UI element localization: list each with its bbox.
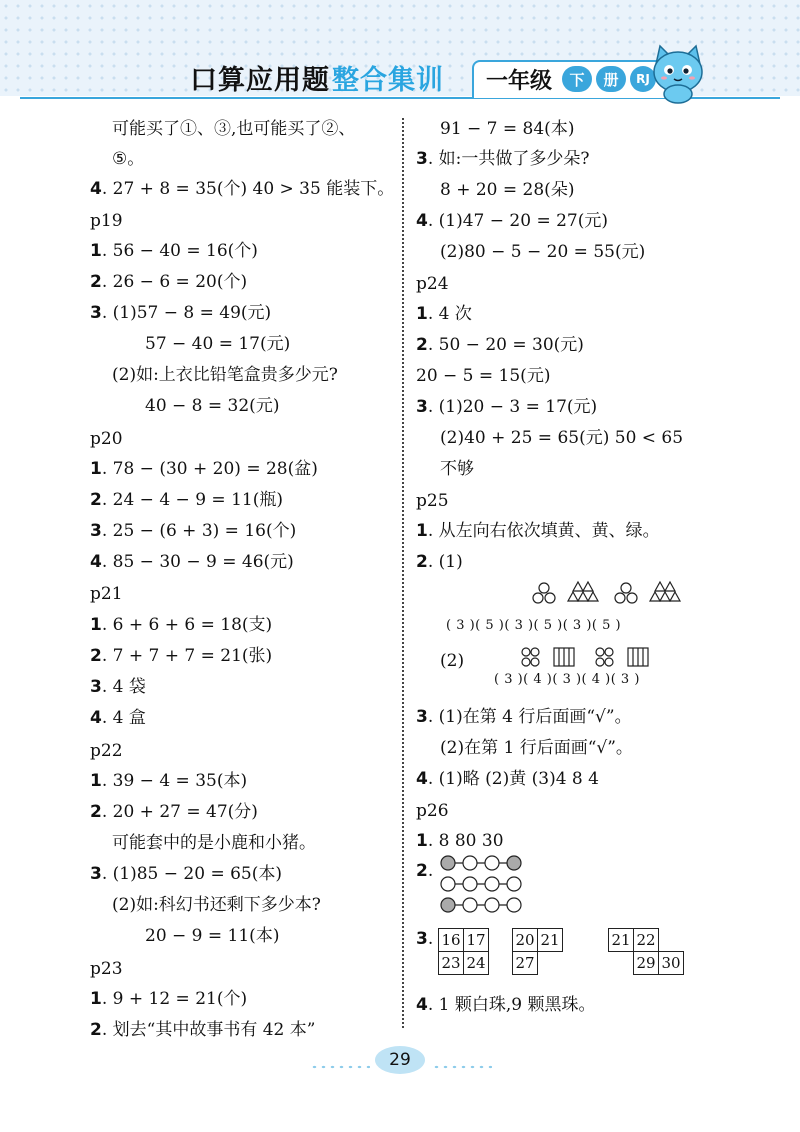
answer-line: 91 − 7 = 84(本) xyxy=(440,119,575,139)
bead-diagram xyxy=(438,852,528,918)
answer-line: 2. 26 − 6 = 20(个) xyxy=(90,272,248,292)
answer-line: 20 − 5 = 15(元) xyxy=(416,366,551,386)
answer-line: 1. 8 80 30 xyxy=(416,831,504,851)
badge-ce: 册 xyxy=(596,66,626,92)
answer-line: 4. 85 − 30 − 9 = 46(元) xyxy=(90,552,294,572)
page-number: 29 xyxy=(389,1050,411,1070)
answer-line: 1. 56 − 40 = 16(个) xyxy=(90,241,258,261)
answer-line: 8 + 20 = 28(朵) xyxy=(440,180,575,200)
answer-line: 2. 24 − 4 − 9 = 11(瓶) xyxy=(90,490,283,510)
grid-cell-empty xyxy=(609,952,634,975)
answer-line: 2. xyxy=(416,861,434,881)
grid-cell: 16 xyxy=(439,929,464,952)
page-ref: p20 xyxy=(90,429,123,449)
answer-line: 3. (1)57 − 8 = 49(元) xyxy=(90,303,272,323)
answer-line: 1. 6 + 6 + 6 = 18(支) xyxy=(90,615,273,635)
answer-line: (2)在第 1 行后面画“√”。 xyxy=(440,738,633,758)
grid-cell: 30 xyxy=(659,952,684,975)
grid-cell: 24 xyxy=(464,952,489,975)
grid-cell: 21 xyxy=(609,929,634,952)
answer-line: 1. 从左向右依次填黄、黄、绿。 xyxy=(416,521,660,541)
page-ref: p26 xyxy=(416,801,449,821)
page-ref: p24 xyxy=(416,274,449,294)
grid-cell-empty xyxy=(538,952,563,975)
page-ref: p21 xyxy=(90,584,123,604)
answer-line: (2)40 + 25 = 65(元) 50 < 65 xyxy=(440,428,684,448)
answer-line: 2. 50 − 20 = 30(元) xyxy=(416,335,584,355)
grade-label: 一年级 xyxy=(486,69,553,94)
number-grid-a xyxy=(438,928,489,975)
grid-cell-empty xyxy=(584,929,609,952)
answer-line: 2. 划去“其中故事书有 42 本” xyxy=(90,1020,316,1040)
footer-dots-right xyxy=(432,1064,492,1070)
title-main: 口算应用题 xyxy=(190,65,330,96)
badge-xia: 下 xyxy=(562,66,592,92)
answer-line: 3. (1)85 − 20 = 65(本) xyxy=(90,864,282,884)
shape-pattern-row-2 xyxy=(518,646,658,670)
answer-line: 3. (1)20 − 3 = 17(元) xyxy=(416,397,598,417)
answer-line: 4. 4 盒 xyxy=(90,708,146,728)
answer-line: (2)如:科幻书还剩下多少本? xyxy=(112,895,321,915)
column-divider xyxy=(402,118,404,1028)
answer-line: 可能套中的是小鹿和小猪。 xyxy=(112,833,316,853)
grid-cell: 23 xyxy=(439,952,464,975)
answer-line: 1. 4 次 xyxy=(416,304,472,324)
grid-cell: 27 xyxy=(513,952,538,975)
grid-cell: 17 xyxy=(464,929,489,952)
answer-line: ⑤。 xyxy=(112,149,145,169)
answer-parens-row-1: ( 3 )( 5 )( 3 )( 5 )( 3 )( 5 ) xyxy=(446,618,622,633)
grid-cell: 22 xyxy=(634,929,659,952)
answer-line: 4. 1 颗白珠,9 颗黑珠。 xyxy=(416,995,596,1015)
answer-line: 1. 39 − 4 = 35(本) xyxy=(90,771,248,791)
footer-dots-left xyxy=(310,1064,370,1070)
grid-cell: 20 xyxy=(513,929,538,952)
answer-line: (2)如:上衣比铅笔盒贵多少元? xyxy=(112,365,338,385)
answer-line: 4. (1)略 (2)黄 (3)4 8 4 xyxy=(416,769,599,789)
answer-line: 1. 9 + 12 = 21(个) xyxy=(90,989,248,1009)
answer-line: (2) xyxy=(440,651,465,671)
title-highlight: 整合集训 xyxy=(332,65,444,96)
answer-line: 4. 27 + 8 = 35(个) 40 > 35 能装下。 xyxy=(90,179,395,199)
answer-line: 3. 4 袋 xyxy=(90,677,146,697)
page-ref: p22 xyxy=(90,741,123,761)
page-ref: p19 xyxy=(90,211,123,231)
answer-line: 2. (1) xyxy=(416,552,463,572)
book-title xyxy=(190,58,444,97)
shape-pattern-row-1 xyxy=(520,578,700,616)
number-grid-b xyxy=(512,928,563,975)
answer-line: 3. 如:一共做了多少朵? xyxy=(416,149,590,169)
answer-line: 不够 xyxy=(440,459,474,479)
grid-cell: 29 xyxy=(634,952,659,975)
answer-parens-row-2: ( 3 )( 4 )( 3 )( 4 )( 3 ) xyxy=(494,672,640,687)
answer-line: 40 − 8 = 32(元) xyxy=(145,396,280,416)
page-ref: p25 xyxy=(416,491,449,511)
page-ref: p23 xyxy=(90,959,123,979)
answer-line: 3. xyxy=(416,929,434,949)
answer-line: 3. 25 − (6 + 3) = 16(个) xyxy=(90,521,297,541)
answer-line: 可能买了①、③,也可能买了②、 xyxy=(112,119,356,139)
grid-cell-empty xyxy=(584,952,609,975)
answer-line: 20 − 9 = 11(本) xyxy=(145,926,280,946)
answer-line: 1. 78 − (30 + 20) = 28(盆) xyxy=(90,459,318,479)
badge-rj: RJ xyxy=(630,66,656,92)
answer-line: 4. (1)47 − 20 = 27(元) xyxy=(416,211,608,231)
number-grid-c xyxy=(584,928,684,975)
answer-line: 57 − 40 = 17(元) xyxy=(145,334,291,354)
answer-line: 2. 20 + 27 = 47(分) xyxy=(90,802,258,822)
answer-line: 2. 7 + 7 + 7 = 21(张) xyxy=(90,646,273,666)
cat-mascot-icon xyxy=(646,42,710,104)
answer-line: 3. (1)在第 4 行后面画“√”。 xyxy=(416,707,632,727)
grid-cell: 21 xyxy=(538,929,563,952)
answer-line: (2)80 − 5 − 20 = 55(元) xyxy=(440,242,646,262)
